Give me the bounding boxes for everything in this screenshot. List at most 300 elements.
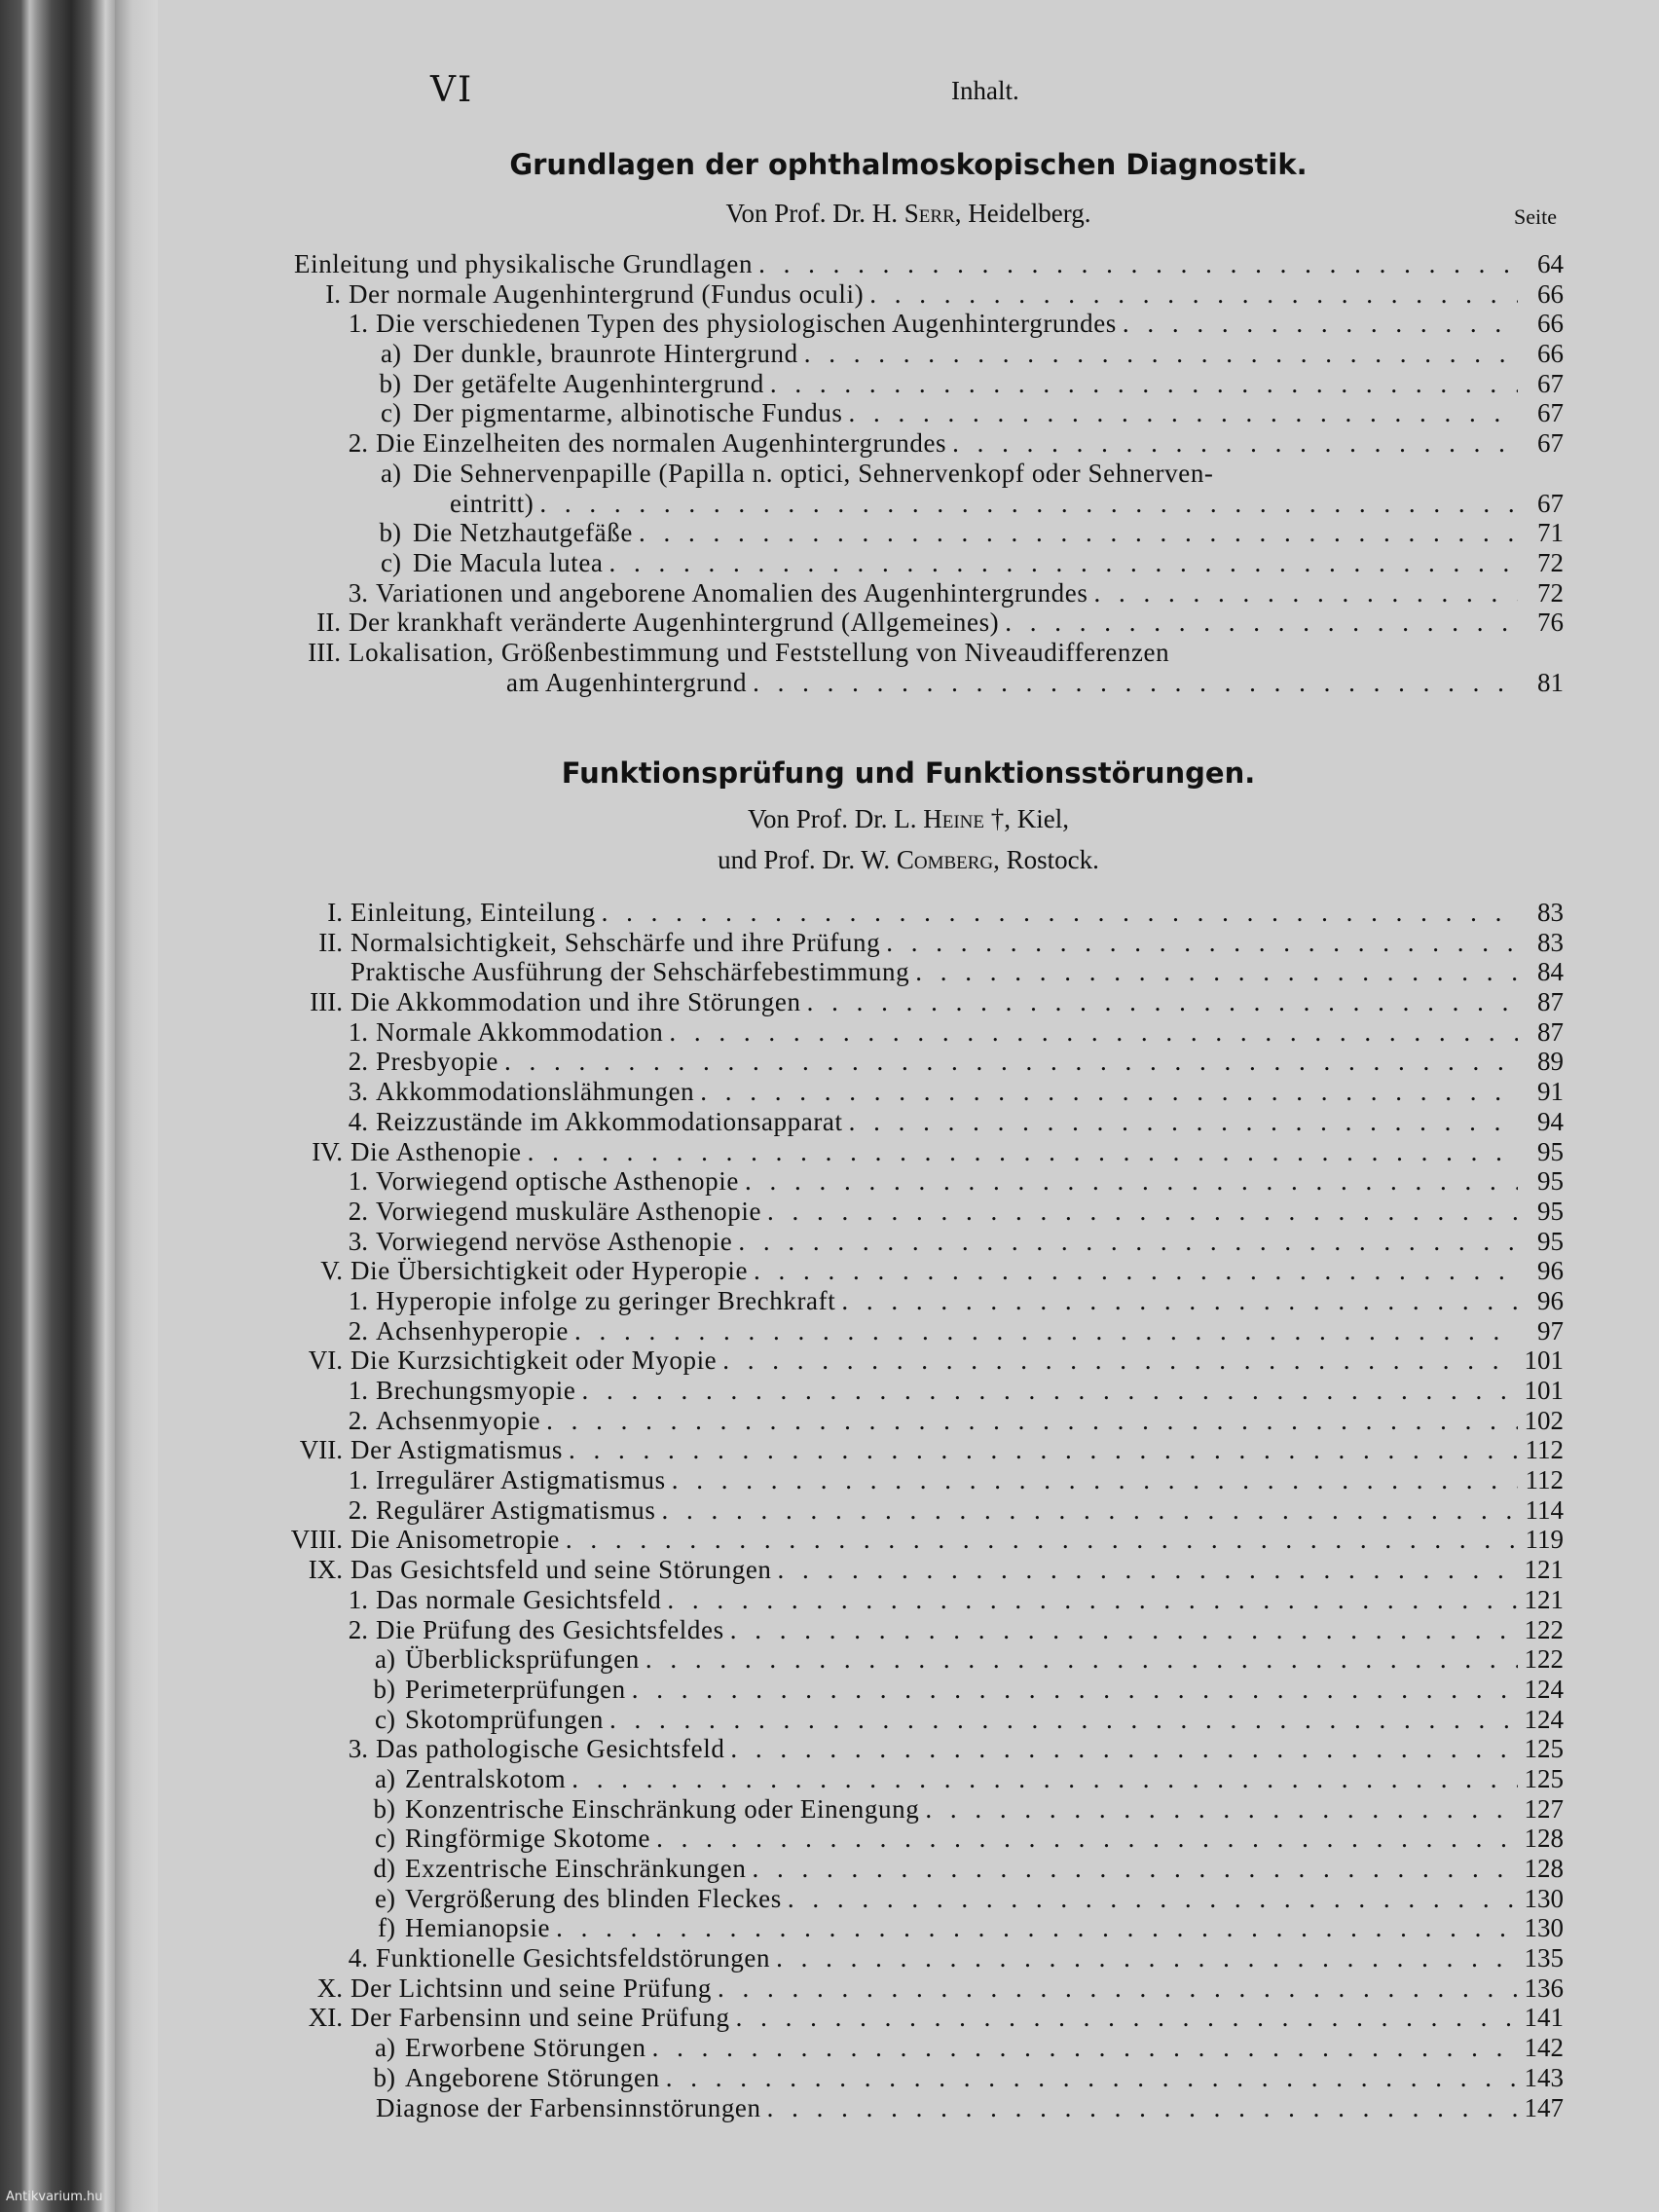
toc-entry-page: 125 — [1524, 1763, 1564, 1793]
dot-leader — [1169, 638, 1518, 668]
toc-entry — [158, 1705, 1659, 1735]
dot-leader — [835, 1286, 1518, 1316]
dot-leader — [560, 1525, 1518, 1555]
toc-entry-number: a) — [381, 458, 401, 488]
toc-entry-text: Das Gesichtsfeld und seine Störungen — [350, 1555, 772, 1585]
toc-entry-text: Die Prüfung des Gesichtsfeldes — [376, 1614, 724, 1644]
section2-author1-prefix: Von Prof. Dr. L. — [747, 804, 924, 833]
dot-leader — [730, 2003, 1518, 2033]
toc-entry — [158, 1465, 1659, 1495]
toc-entry-text: eintritt) — [450, 488, 535, 518]
toc-entry-title — [350, 1435, 1518, 1465]
toc-entry-title — [376, 1166, 1518, 1197]
toc-entry — [158, 1644, 1659, 1675]
dot-leader — [604, 548, 1518, 578]
toc-entry-text: Regulärer Astigmatismus — [376, 1494, 656, 1525]
toc-entry — [158, 2063, 1659, 2093]
toc-entry-page: 121 — [1524, 1584, 1564, 1614]
toc-entry — [158, 1884, 1659, 1914]
toc-entry-number: III. — [310, 987, 343, 1017]
toc-entry — [158, 518, 1659, 548]
toc-entry — [158, 1555, 1659, 1585]
section2-author1-suffix: †, Kiel, — [984, 804, 1070, 833]
toc-entry-number: c) — [375, 1824, 395, 1854]
toc-entry-number: 1. — [348, 1166, 368, 1197]
page-edge — [115, 0, 160, 2212]
toc-entry — [158, 1316, 1659, 1346]
toc-entry-page: 84 — [1537, 957, 1564, 987]
section1-author — [158, 199, 1659, 229]
toc-entry-page: 128 — [1524, 1824, 1564, 1854]
toc-entry — [158, 1107, 1659, 1137]
toc-entry-title — [376, 1286, 1518, 1316]
dot-leader — [843, 398, 1518, 428]
toc-entry-title — [376, 1017, 1518, 1048]
toc-entry-text: Die Sehnervenpapille (Papilla n. optici, Sehnervenkopf oder Sehnerven- — [413, 458, 1214, 488]
toc-entry-text: Exzentrische Einschränkungen — [405, 1854, 747, 1883]
toc-entry-title — [350, 1137, 1518, 1167]
toc-entry — [158, 1675, 1659, 1705]
toc-entry-title — [349, 608, 1518, 638]
toc-entry-title — [405, 1824, 1518, 1854]
document-page — [158, 0, 1659, 2212]
toc-entry — [158, 1227, 1659, 1257]
toc-entry-number: IV. — [312, 1136, 343, 1166]
toc-entry-text: Die Asthenopie — [350, 1136, 522, 1166]
toc-entry-page: 143 — [1524, 2062, 1564, 2092]
toc-entry-text: Presbyopie — [376, 1047, 498, 1077]
dot-leader — [748, 1256, 1518, 1286]
toc-entry-title — [405, 1854, 1518, 1884]
toc-entry-title — [405, 2063, 1518, 2093]
seite-label: Seite — [1514, 204, 1557, 229]
toc-entry-number: c) — [381, 547, 401, 577]
toc-entry-number: 2. — [348, 1196, 368, 1226]
toc-entry — [158, 1197, 1659, 1227]
toc-entry-number: VIII. — [290, 1525, 343, 1555]
running-head — [158, 70, 1659, 119]
dot-leader — [753, 249, 1518, 279]
toc-entry-number: II. — [318, 927, 343, 957]
toc-entry-page: 81 — [1537, 667, 1564, 697]
toc-entry-text: Perimeterprüfungen — [405, 1674, 626, 1704]
toc-entry-text: Der Astigmatismus — [350, 1435, 563, 1465]
dot-leader — [596, 898, 1518, 928]
toc-entry — [158, 1973, 1659, 2004]
toc-entry-text: Vergrößerung des blinden Fleckes — [405, 1883, 782, 1913]
dot-leader — [732, 1227, 1518, 1257]
toc-entry-page: 142 — [1524, 2033, 1564, 2063]
toc-entry-text: Der normale Augenhintergrund (Fundus oculi) — [349, 278, 865, 309]
section1-author-suffix: , Heidelberg. — [954, 199, 1091, 228]
dot-leader — [498, 1047, 1518, 1077]
section2-title: Funktionsprüfung und Funktionsstörungen. — [561, 756, 1256, 790]
dot-leader — [909, 957, 1518, 987]
toc-entry-number: b) — [373, 1793, 395, 1824]
toc-entry-page: 97 — [1537, 1315, 1564, 1346]
toc-entry-page: 102 — [1524, 1405, 1564, 1435]
toc-entry-text: Die Übersichtigkeit oder Hyperopie — [350, 1256, 749, 1286]
toc-entry-title — [376, 1227, 1518, 1257]
toc-entry-title — [350, 898, 1518, 928]
toc-entry-title — [294, 249, 1518, 279]
dot-leader — [626, 1675, 1518, 1705]
toc-entry-text: Funktionelle Gesichtsfeldstörungen — [376, 1943, 771, 1973]
dot-leader — [801, 987, 1518, 1017]
dot-leader — [724, 1615, 1518, 1645]
toc-entry-title — [413, 339, 1518, 369]
toc-entry — [158, 638, 1659, 668]
toc-entry-number: 3. — [348, 1077, 368, 1107]
dot-leader — [1117, 309, 1518, 339]
toc-entry — [158, 309, 1659, 339]
toc-entry-text: Der getäfelte Augenhintergrund — [413, 368, 764, 398]
dot-leader — [540, 1406, 1518, 1436]
dot-leader — [946, 428, 1518, 459]
toc-entry-page: 67 — [1537, 368, 1564, 398]
toc-entry — [158, 1525, 1659, 1555]
dot-leader — [772, 1555, 1518, 1585]
toc-entry-number: 2. — [348, 1047, 368, 1077]
toc-entry-page: 127 — [1524, 1793, 1564, 1824]
toc-entry-title — [413, 518, 1518, 548]
dot-leader — [656, 1495, 1518, 1526]
toc-entry-page: 91 — [1537, 1077, 1564, 1107]
toc-entry-page: 135 — [1524, 1943, 1564, 1973]
dot-leader — [569, 1316, 1518, 1346]
toc-entry-number: 1. — [348, 1285, 368, 1315]
toc-entry-title — [405, 1764, 1518, 1794]
section2-author2 — [158, 845, 1659, 875]
toc-entry-number: 1. — [348, 309, 368, 339]
toc-entry-text: Lokalisation, Größenbestimmung und Feststellung von Niveaudifferenzen — [349, 637, 1170, 667]
dot-leader — [761, 2093, 1518, 2123]
toc-entry-page: 95 — [1537, 1196, 1564, 1226]
dot-leader — [534, 489, 1518, 519]
toc-entry-text: Der Lichtsinn und seine Prüfung — [350, 1972, 713, 2003]
toc-entry-page: 124 — [1524, 1674, 1564, 1704]
toc-entry-text: Brechungsmyopie — [376, 1376, 576, 1405]
toc-entry-number: b) — [379, 518, 401, 548]
dot-leader — [798, 339, 1518, 369]
toc-entry — [158, 398, 1659, 428]
dot-leader — [764, 369, 1518, 399]
toc-entry-text: Vorwiegend optische Asthenopie — [376, 1166, 739, 1197]
toc-entry — [158, 1286, 1659, 1316]
dot-leader — [782, 1884, 1518, 1914]
dot-leader — [663, 1017, 1518, 1048]
section2-author1-name: Heine — [923, 804, 985, 833]
toc-entry-number: V. — [320, 1256, 343, 1286]
toc-entry-page: 112 — [1525, 1465, 1564, 1495]
toc-entry-number: 2. — [348, 1405, 368, 1435]
page-number: VI — [430, 70, 474, 110]
toc-entry-page: 121 — [1524, 1555, 1564, 1585]
toc-entry-number: a) — [375, 2033, 395, 2063]
toc-entry — [158, 548, 1659, 578]
section2-author2-prefix: und Prof. Dr. W. — [718, 845, 897, 874]
toc-entry-page: 72 — [1537, 547, 1564, 577]
toc-entry-number: VI. — [308, 1346, 343, 1376]
toc-entry — [158, 1824, 1659, 1854]
toc-entry-text: Reizzustände im Akkommodationsapparat — [376, 1106, 843, 1136]
toc-entry-text: Überblicksprüfungen — [405, 1644, 640, 1675]
toc-entry-title — [405, 1675, 1518, 1705]
toc-entry — [158, 1913, 1659, 1943]
toc-entry-text: Vorwiegend nervöse Asthenopie — [376, 1226, 733, 1256]
toc-entry — [158, 1615, 1659, 1645]
toc-entry-title — [506, 668, 1518, 698]
dot-leader — [633, 518, 1518, 548]
toc-entry-page: 114 — [1525, 1494, 1564, 1525]
toc-entry — [158, 428, 1659, 459]
toc-entry-text: Praktische Ausführung der Sehschärfebestimmung — [350, 957, 910, 987]
dot-leader — [604, 1705, 1518, 1735]
toc-entry-number: 1. — [348, 1584, 368, 1614]
toc-entry-title — [376, 1943, 1518, 1973]
dot-leader — [747, 668, 1518, 698]
toc-entry-title — [405, 1884, 1518, 1914]
dot-leader — [666, 1465, 1518, 1495]
section2-author1 — [158, 804, 1659, 834]
dot-leader — [575, 1376, 1518, 1406]
toc-entry-text: Die Macula lutea — [413, 547, 604, 577]
toc-entry-number: e) — [375, 1883, 395, 1913]
toc-entry-page: 76 — [1537, 608, 1564, 638]
toc-entry-number: 2. — [348, 1494, 368, 1525]
toc-entry-text: Die Einzelheiten des normalen Augenhintergrundes — [376, 428, 947, 459]
dot-leader — [660, 2063, 1518, 2093]
toc-entry-number: II. — [316, 608, 341, 638]
toc-entry-text: Die Anisometropie — [350, 1525, 560, 1555]
toc-entry-number: a) — [375, 1644, 395, 1675]
toc-entry-page: 124 — [1524, 1704, 1564, 1734]
toc-entry-page: 136 — [1524, 1972, 1564, 2003]
toc-entry-text: Normalsichtigkeit, Sehschärfe und ihre Prüfung — [350, 927, 881, 957]
toc-entry-title — [376, 428, 1518, 459]
toc-entry-title — [376, 1197, 1518, 1227]
toc-entry-title — [350, 1525, 1518, 1555]
toc-entry-text: Der krankhaft veränderte Augenhintergrund (Allgemeines) — [349, 608, 1000, 638]
toc-entry-title — [376, 1585, 1518, 1615]
toc-entry-number: b) — [373, 1674, 395, 1704]
toc-entry — [158, 1854, 1659, 1884]
toc-entry-number: 3. — [348, 1226, 368, 1256]
toc-entry — [158, 1406, 1659, 1436]
toc-entry-page: 94 — [1537, 1106, 1564, 1136]
toc-entry — [158, 1495, 1659, 1526]
toc-entry-number: 1. — [348, 1465, 368, 1495]
toc-entry-text: Ringförmige Skotome — [405, 1824, 651, 1854]
toc-entry-title — [376, 309, 1518, 339]
toc-entry-text: Hyperopie infolge zu geringer Brechkraft — [376, 1285, 836, 1315]
toc-entry-text: Hemianopsie — [405, 1913, 551, 1943]
toc-entry-page: 112 — [1525, 1435, 1564, 1465]
toc-entry-text: Achsenhyperopie — [376, 1315, 569, 1346]
toc-entry-page: 95 — [1537, 1166, 1564, 1197]
toc-entry-title — [405, 1913, 1518, 1943]
toc-entry-number: 4. — [348, 1106, 368, 1136]
dot-leader — [712, 1973, 1518, 2004]
toc-entry-title — [376, 1107, 1518, 1137]
section1-title: Grundlagen der ophthalmoskopischen Diagnostik. — [509, 148, 1308, 181]
toc-entry-title — [350, 987, 1518, 1017]
dot-leader — [550, 1913, 1518, 1943]
toc-entry — [158, 339, 1659, 369]
toc-entry — [158, 987, 1659, 1017]
watermark: Antikvarium.hu — [6, 2190, 103, 2204]
toc-entry-title — [405, 2033, 1518, 2063]
toc-entry-number: 1. — [348, 1016, 368, 1047]
running-head-title: Inhalt. — [951, 76, 1019, 105]
toc-entry-page: 71 — [1537, 518, 1564, 548]
toc-entry-page: 122 — [1524, 1614, 1564, 1644]
toc-entry-number: 4. — [348, 1943, 368, 1973]
toc-entry-page: 95 — [1537, 1226, 1564, 1256]
dot-leader — [1088, 578, 1518, 608]
toc-entry-title — [350, 1346, 1518, 1376]
toc-entry-page: 66 — [1537, 278, 1564, 309]
dot-leader — [746, 1854, 1518, 1884]
toc-entry-number: 2. — [348, 1614, 368, 1644]
toc-entry-number: c) — [381, 398, 401, 428]
toc-entry-title — [376, 1615, 1518, 1645]
toc-entry — [158, 1047, 1659, 1077]
toc-entry — [158, 1346, 1659, 1376]
toc-entry-number: III. — [308, 637, 341, 667]
book-spine — [0, 0, 115, 2212]
toc-entry — [158, 1017, 1659, 1048]
toc-entry-title — [405, 1794, 1518, 1825]
dot-leader — [640, 1644, 1518, 1675]
toc-entry-page: 141 — [1524, 2003, 1564, 2033]
toc-entry-title — [350, 957, 1518, 987]
toc-entry-number: 3. — [348, 1734, 368, 1764]
toc-entry-page: 67 — [1537, 428, 1564, 459]
toc-entry-text: Einleitung, Einteilung — [350, 898, 596, 927]
toc-entry-title — [376, 1495, 1518, 1526]
toc-entry-title — [376, 1406, 1518, 1436]
toc-entry-page: 95 — [1537, 1136, 1564, 1166]
toc-entry-number: f) — [378, 1913, 395, 1943]
toc-entry-text: Irregulärer Astigmatismus — [376, 1465, 666, 1495]
toc-entry-title — [350, 1973, 1518, 2004]
toc-entry-page: 87 — [1537, 987, 1564, 1017]
section2-toc — [158, 898, 1659, 2122]
section2-author2-suffix: , Rostock. — [993, 845, 1099, 874]
dot-leader — [563, 1435, 1518, 1465]
toc-entry-number: a) — [381, 339, 401, 369]
dot-leader — [694, 1077, 1518, 1107]
toc-entry-title — [376, 1077, 1518, 1107]
toc-entry-page: 122 — [1524, 1644, 1564, 1675]
toc-entry-title — [376, 1047, 1518, 1077]
toc-entry-title — [405, 1644, 1518, 1675]
toc-entry-title — [349, 638, 1518, 668]
dot-leader — [661, 1585, 1518, 1615]
toc-entry-page: 83 — [1537, 927, 1564, 957]
toc-entry — [158, 578, 1659, 608]
toc-entry-page: 67 — [1537, 398, 1564, 428]
toc-entry — [158, 957, 1659, 987]
toc-entry-title — [376, 2093, 1518, 2123]
dot-leader — [1214, 459, 1518, 489]
toc-entry-page: 96 — [1537, 1256, 1564, 1286]
toc-entry-number: d) — [373, 1854, 395, 1883]
toc-entry-title — [376, 1734, 1518, 1764]
section1-author-name: Serr — [903, 199, 955, 228]
toc-entry-page: 64 — [1537, 249, 1564, 278]
toc-entry — [158, 1435, 1659, 1465]
section1-author-prefix: Von Prof. Dr. H. — [725, 199, 904, 228]
toc-entry-number: b) — [373, 2062, 395, 2092]
toc-entry-title — [376, 1316, 1518, 1346]
toc-entry — [158, 928, 1659, 958]
toc-entry-text: Die verschiedenen Typen des physiologischen Augenhintergrundes — [376, 309, 1117, 339]
toc-entry-page: 119 — [1525, 1525, 1564, 1555]
dot-leader — [864, 279, 1518, 310]
toc-entry-text: Der Farbensinn und seine Prüfung — [350, 2003, 730, 2033]
toc-entry — [158, 2003, 1659, 2033]
toc-entry-number: 1. — [348, 1376, 368, 1405]
toc-entry — [158, 668, 1659, 698]
toc-entry-page: 101 — [1524, 1376, 1564, 1405]
dot-leader — [919, 1794, 1518, 1825]
toc-entry-page: 96 — [1537, 1285, 1564, 1315]
toc-entry — [158, 2033, 1659, 2063]
toc-entry-text: Skotomprüfungen — [405, 1704, 604, 1734]
toc-entry-number: X. — [316, 1972, 343, 2003]
toc-entry-page: 66 — [1537, 309, 1564, 339]
toc-entry-title — [350, 1256, 1518, 1286]
toc-entry-title — [350, 928, 1518, 958]
toc-entry-text: Einleitung und physikalische Grundlagen — [294, 249, 754, 278]
toc-entry — [158, 249, 1659, 279]
toc-entry-number: 3. — [348, 577, 368, 608]
toc-entry — [158, 1256, 1659, 1286]
toc-entry-title — [349, 279, 1518, 310]
toc-entry-text: Diagnose der Farbensinnstörungen — [376, 2092, 761, 2122]
toc-entry-page: 147 — [1524, 2092, 1564, 2122]
toc-entry — [158, 1734, 1659, 1764]
toc-entry-text: Variationen und angeborene Anomalien des Augenhintergrundes — [376, 577, 1088, 608]
toc-entry — [158, 608, 1659, 638]
toc-entry-title — [413, 548, 1518, 578]
toc-entry-text: Erworbene Störungen — [405, 2033, 646, 2063]
toc-entry-text: Der dunkle, braunrote Hintergrund — [413, 339, 798, 369]
toc-entry-text: Vorwiegend muskuläre Asthenopie — [376, 1196, 762, 1226]
toc-entry-text: Konzentrische Einschränkung oder Einengung — [405, 1793, 920, 1824]
toc-entry — [158, 1137, 1659, 1167]
toc-entry-number: I. — [325, 278, 341, 309]
section1-toc — [158, 249, 1659, 697]
toc-entry — [158, 459, 1659, 489]
toc-entry — [158, 1943, 1659, 1973]
toc-entry-page: 66 — [1537, 339, 1564, 369]
dot-leader — [770, 1943, 1518, 1973]
toc-entry-number: a) — [375, 1763, 395, 1793]
toc-entry-page: 83 — [1537, 898, 1564, 927]
toc-entry-number: IX. — [308, 1555, 343, 1585]
toc-entry-number: XI. — [308, 2003, 343, 2033]
toc-entry-text: Akkommodationslähmungen — [376, 1077, 695, 1107]
toc-entry-title — [376, 1465, 1518, 1495]
toc-entry-title — [350, 2003, 1518, 2033]
toc-entry — [158, 489, 1659, 519]
dot-leader — [724, 1734, 1518, 1764]
toc-entry-title — [376, 578, 1518, 608]
dot-leader — [843, 1107, 1518, 1137]
